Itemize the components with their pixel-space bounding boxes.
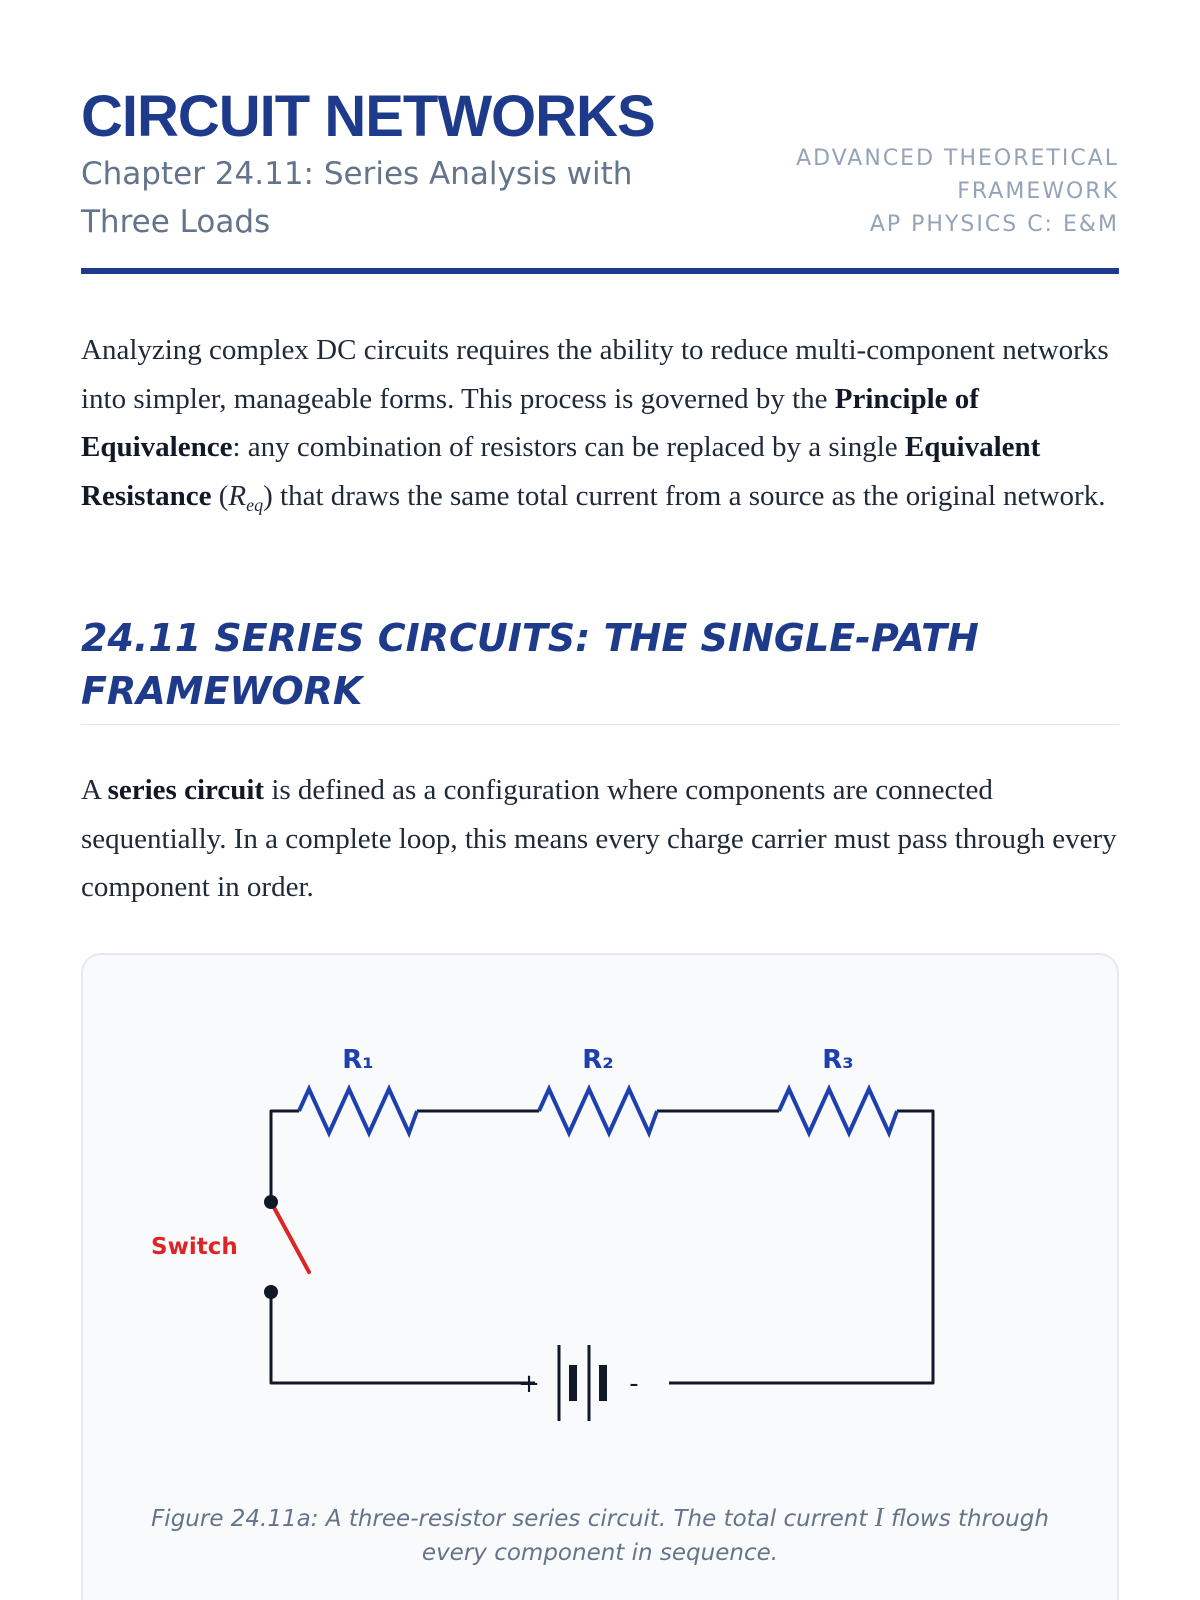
switch-label: Switch (151, 1234, 238, 1260)
series-circuit-term: series circuit (107, 774, 265, 806)
intro-paragraph (81, 326, 1119, 520)
switch-contact-top (264, 1195, 278, 1209)
equivalent-resistance-term: Equivalent Resistance (81, 431, 1041, 512)
meta-course: AP PHYSICS C: E&M (869, 212, 1119, 237)
series-paragraph (81, 766, 1119, 912)
wire-top-left (271, 1111, 299, 1199)
intro-text-3: ( (211, 479, 229, 512)
figure-caption (123, 1500, 1077, 1570)
resistor-label-r1: R₁ (342, 1045, 374, 1075)
circuit-wires (271, 1111, 933, 1383)
battery-minus-sign: - (629, 1369, 639, 1399)
req-symbol: R (228, 479, 247, 512)
switch-lever (271, 1202, 309, 1272)
intro-text-4: ) that draws the same total current from a source as the original network. (263, 479, 1106, 512)
caption-current-symbol: I (874, 1502, 884, 1532)
resistor-r1 (299, 1089, 417, 1133)
switch (264, 1195, 309, 1299)
intro-text-2: : any combination of resistors can be replaced by a single (232, 431, 905, 463)
section-heading: 24.11 SERIES CIRCUITS: THE SINGLE-PATH FRAMEWORK (81, 612, 1119, 725)
course-meta (759, 142, 1119, 241)
principle-term: Principle of Equivalence (81, 382, 979, 463)
meta-framework: ADVANCED THEORETICAL FRAMEWORK (796, 146, 1119, 204)
wire-right (669, 1111, 933, 1383)
series-text-1: A (81, 774, 108, 806)
resistor-r2 (539, 1089, 657, 1133)
resistor-r3 (779, 1089, 897, 1133)
page-title: CIRCUIT NETWORKS (81, 84, 655, 149)
document-header (81, 80, 1119, 274)
switch-contact-bottom (264, 1285, 278, 1299)
battery-plus-sign: + (518, 1369, 540, 1399)
chapter-subtitle: Chapter 24.11: Series Analysis with Three Loads (81, 156, 633, 240)
resistor-label-r2: R₂ (582, 1045, 614, 1075)
intro-text-1: Analyzing complex DC circuits requires the ability to reduce multi-component networks into simpler, manageable forms. This process is governed by the (81, 334, 1109, 415)
req-subscript: eq (246, 494, 264, 515)
caption-text-1: Figure 24.11a: A three-resistor series circuit. The total current (151, 1506, 875, 1532)
battery (559, 1345, 603, 1421)
circuit-figure (81, 953, 1119, 1600)
series-text-2: is defined as a configuration where components are connected sequentially. In a complete loop, this means every charge carrier must pass through every component in order. (81, 774, 1117, 903)
resistors (299, 1089, 897, 1133)
caption-text-2: flows through every component in sequence. (421, 1506, 1049, 1566)
wire-bottom-left (271, 1292, 535, 1383)
resistor-label-r3: R₃ (822, 1045, 854, 1075)
